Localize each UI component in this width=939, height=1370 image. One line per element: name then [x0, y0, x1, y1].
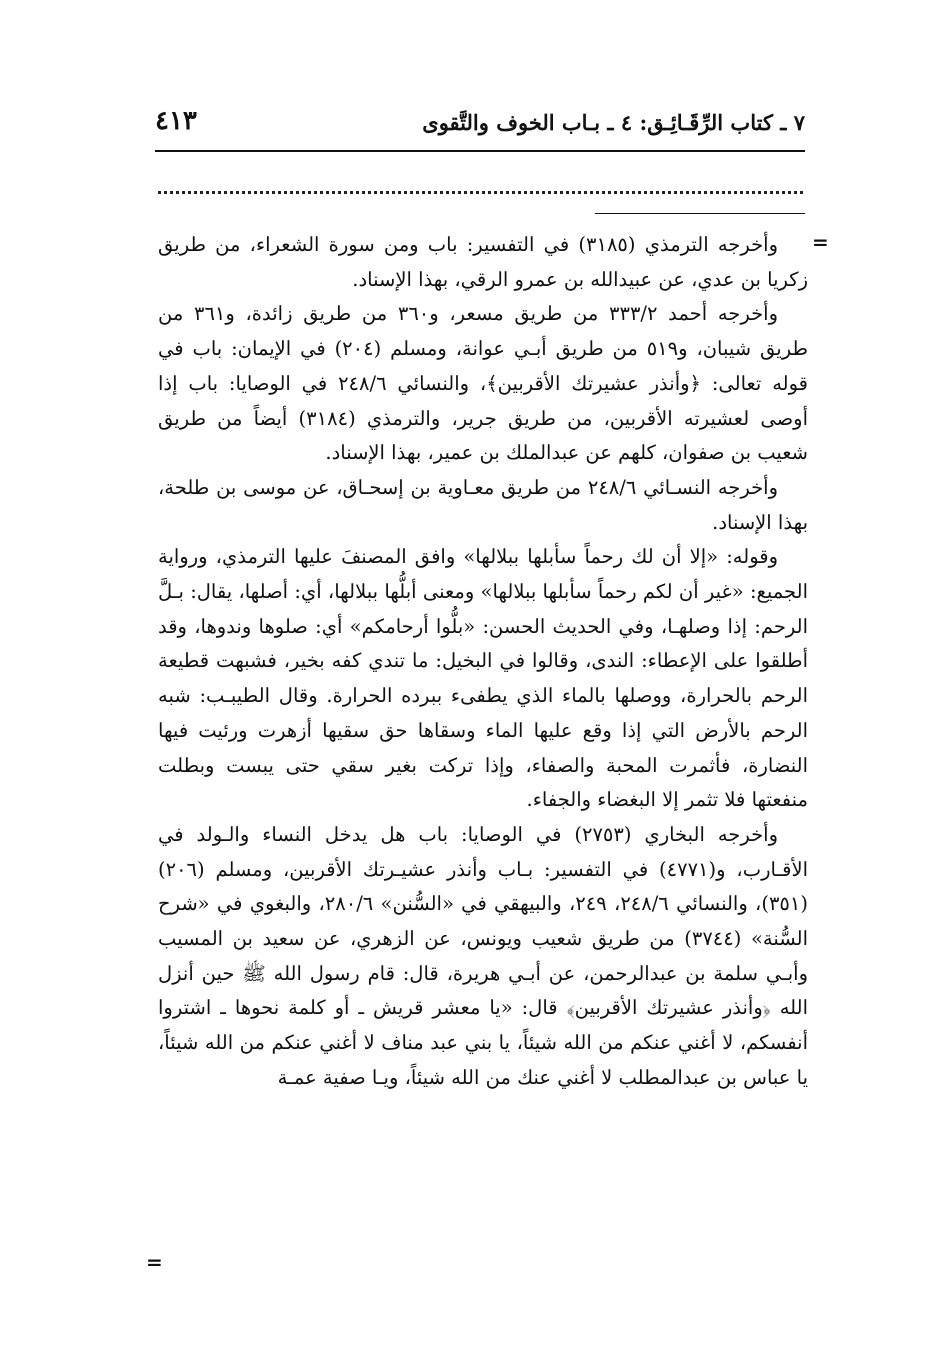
- page-header: [155, 104, 805, 144]
- footnote-paragraph: وأخرجه الترمذي (٣١٨٥) في التفسير: باب ومن سورة الشعراء، من طريق زكريا بن عدي، عن عبيدالله بن عمرو الرقي، بهذا الإسناد.: [158, 233, 808, 291]
- running-title: ٧ ـ كتاب الرِّقَـائِـق: ٤ ـ بـاب الخوف والتَّقوى: [422, 110, 805, 135]
- continuation-mark-top: =: [812, 230, 829, 254]
- continuation-mark-bottom: =: [146, 1250, 163, 1274]
- footnote-paragraph: وأخرجه البخاري (٢٧٥٣) في الوصايا: باب هل يدخل النساء والـولد في الأقـارب، و(٤٧٧١) في التفسير: بـاب وأنذر عشيـرتك الأقربين، ومسلم (٢٠٦) (٣٥١)، والنسائي ٢٤٨/٦، ٢٤٩، والبيهقي في «السُّنن» ٢٨٠/٦، والبغوي في «شرح السُّنة» (٣٧٤٤) من طريق شعيب ويونس، عن الزهري، عن سعيد بن المسيب وأبـي سلمة بن عبدالرحمن، عن أبـي هريرة، قال: قام رسول الله ﷺ حين أنزل الله ﴿وأنذر عشيرتك الأقربين﴾ قال: «يا معشر قريش ـ أو كلمة نحوها ـ اشتروا أنفسكم، لا أغني عنكم من الله شيئاً، يا بني عبد مناف لا أغني عنكم من الله شيئاً، يا عباس بن عبدالمطلب لا أغني عنك من الله شيئاً، ويـا صفية عمـة: [158, 822, 808, 1089]
- footnote-paragraph: وأخرجه النسـائي ٢٤٨/٦ من طريق معـاوية بن إسحـاق، عن موسى بن طلحة، بهذا الإسناد.: [158, 475, 808, 534]
- header-rule: [155, 150, 805, 152]
- footnote-text: [158, 228, 808, 1096]
- dotted-separator: [158, 191, 803, 194]
- footnote-paragraph: وقوله: «إلا أن لك رحماً سأبلها ببلالها» وافق المصنفَ عليها الترمذي، ورواية الجميع: «غير أن لكم رحماً سأبلها ببلالها» ومعنى أبلُّها ببلالها، أي: أصلها، يقال: بـلَّ الرحم: إذا وصلهـا، وفي الحديث الحسن: «بلُّوا أرحامكم» أي: صلوها وندوها، وقد أطلقوا على الإعطاء: الندى، وقالوا في البخيل: ما تندي كفه بخير، فشبهت قطيعة الرحم بالحرارة، ووصلها بالماء الذي يطفىء ببرده الحرارة. وقال الطيبـب: شبه الرحم بالأرض التي إذا وقع عليها الماء وسقاها حق سقيها أزهرت ورئيت فيها النضارة، فأثمرت المحبة والصفاء، وإذا تركت بغير سقي حتى يبست وبطلت منفعتها فلا تثمر إلا البغضاء والجفاء.: [158, 545, 808, 812]
- footnote-paragraph: وأخرجه أحمد ٣٣٣/٢ من طريق مسعر، و٣٦٠ من طريق زائدة، و٣٦١ من طريق شيبان، و٥١٩ من طريق أبـي عوانة، ومسلم (٢٠٤) في الإيمان: باب في قوله تعالى: ﴿وأنذر عشيرتك الأقربين﴾، والنسائي ٢٤٨/٦ في الوصايا: باب إذا أوصى لعشيرته الأقربين، من طريق جرير، والترمذي (٣١٨٤) أيضاً من طريق شعيب بن صفوان، كلهم عن عبدالملك بن عمير، بهذا الإسناد.: [158, 302, 808, 465]
- page-number: ٤١٣: [155, 106, 197, 136]
- footnote-rule: [595, 213, 805, 214]
